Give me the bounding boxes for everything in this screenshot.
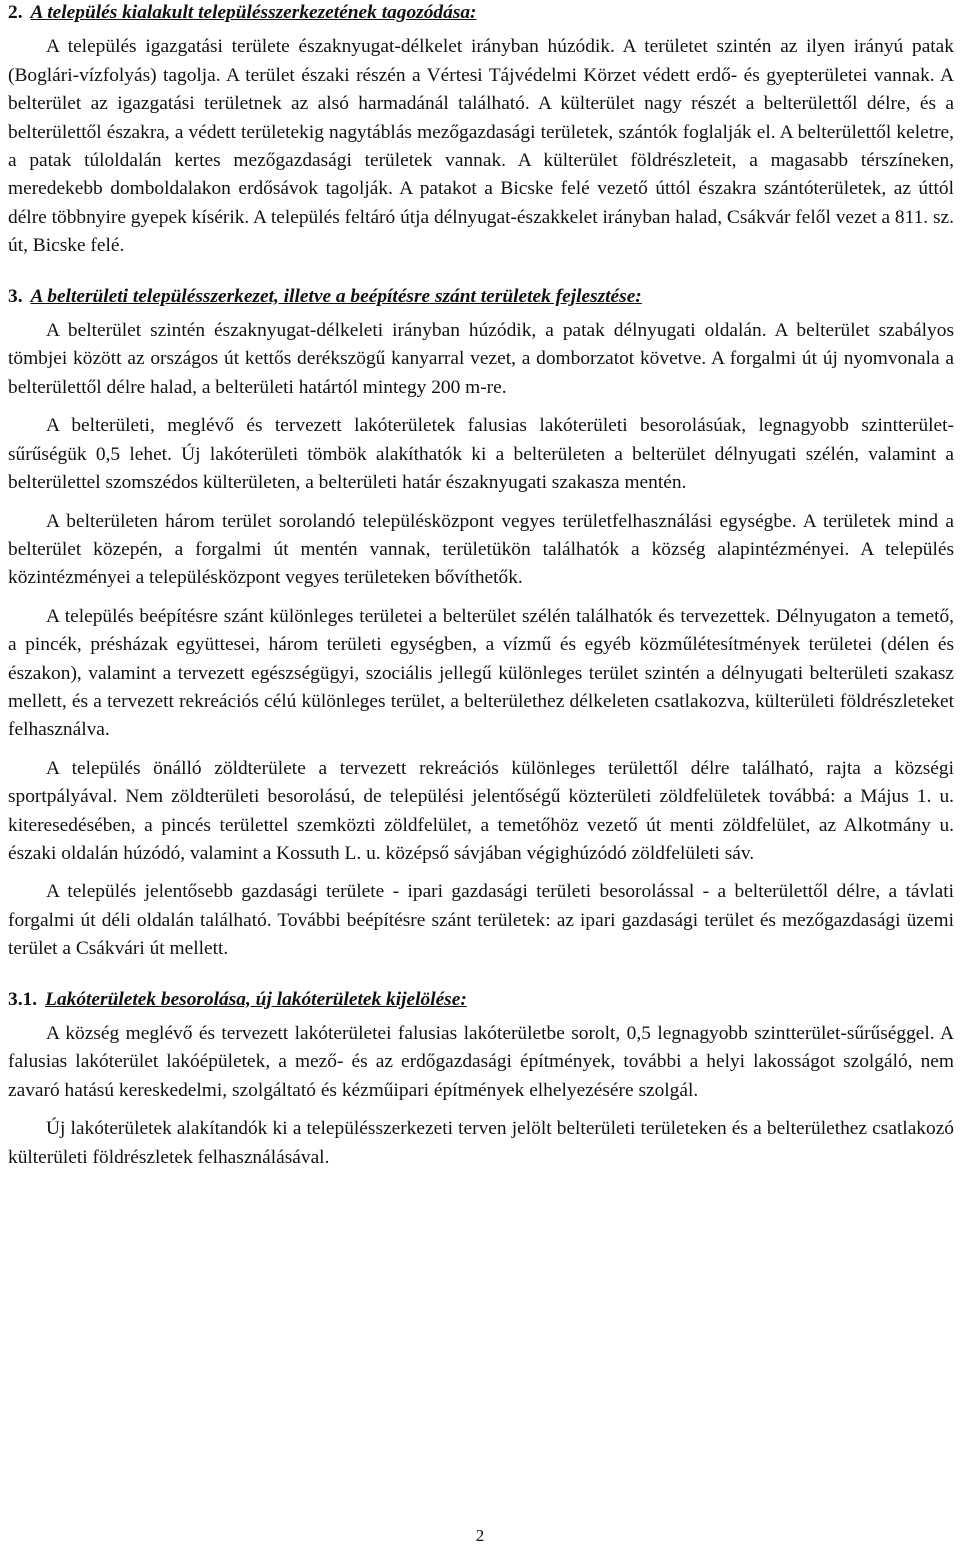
section-3-paragraph-1: A belterület szintén északnyugat-délkeleti irányban húzódik, a patak délnyugati oldalán. A belterület szabályos tömbjei között az országos út kettős derékszögű kanyarral vezet, a domborzatot követve. A forgalmi út új nyomvonala a belterülettől délre halad, a belterületi határtól mintegy 200 m-re. bbox=[8, 320, 954, 398]
section-2-paragraph-1: A település igazgatási területe északnyugat-délkelet irányban húzódik. A területet szintén az ilyen irányú patak (Boglári-vízfolyás) tagolja. A terület északi részén a Vértesi Tájvédelmi Körzet védett erdő- és gyepterületei vannak. A belterület az igazgatási területnek az alsó harmadánál található. A külterület nagy részét a belterülettől délre, és a belterülettől északra, a védett területekig nagytáblás mezőgazdasági területek, szántók foglalják el. A belterülettől keletre, a patak túloldalán kertes mezőgazdasági területek vannak. A külterület földrészleteit, a magasabb térszíneken, meredekebb domboldalakon erdősávok tagolják. A patakot a Bicske felé vezető úttól északra szántóterületek, az úttól délre többnyire gyepek kísérik. A település feltáró útja délnyugat-északkelet irányban halad, Csákvár felől vezet a 811. sz. út, Bicske felé. bbox=[8, 36, 954, 257]
section-3-paragraph-5: A település önálló zöldterülete a tervezett rekreációs különleges területtől délre található, rajta a községi sportpályával. Nem zöldterületi besorolású, de települési jelentőségű közterületi zöldfelületek továbbá: a Május 1. u. kiteresedésében, a pincés területtel szemközti zöldfelület, a temetőhöz vezető út menti zöldfelület, az Alkotmány u. északi oldalán húzódó, valamint a Kossuth L. u. középső sávjában végighúzódó zöldfelületi sáv. bbox=[8, 757, 954, 864]
section-2-title: A település kialakult településszerkezetének tagozódása: bbox=[30, 2, 477, 23]
section-3-paragraph-3: A belterületen három terület sorolandó településközpont vegyes területfelhasználási egységbe. A területek mind a belterület közepén, a forgalmi út mentén vannak, területükön találhatók a község alapintézményei. A település közintézményei a településközpont vegyes területeken bővíthetők. bbox=[8, 510, 954, 589]
section-2-heading bbox=[8, 0, 954, 27]
section-3-1-number: 3.1. bbox=[8, 988, 38, 1010]
page-content bbox=[8, 0, 954, 1182]
section-3-1-title: Lakóterületek besorolása, új lakóterületek kijelölése: bbox=[45, 988, 467, 1010]
section-3-number: 3. bbox=[8, 285, 23, 307]
page-number: 2 bbox=[475, 1526, 485, 1545]
section-3-1-paragraph-2: Új lakóterületek alakítandók ki a településszerkezeti terven jelölt belterületi területeken és a belterülethez csatlakozó külterületi földrészletek felhasználásával. bbox=[8, 1118, 954, 1168]
section-3-title: A belterületi településszerkezet, illetve a beépítésre szánt területek fejlesztése: bbox=[30, 285, 642, 307]
section-3-paragraph-4: A település beépítésre szánt különleges területei a belterület szélén találhatók és tervezettek. Délnyugaton a temető, a pincék, présházak együttesei, három területi egységben, a vízmű és egyéb közműlétesítmények területei (délen és északon), valamint a tervezett egészségügyi, szociális jellegű különleges terület szintén a délnyugati belterületi szakasz mellett, és a tervezett rekreációs célú különleges terület, a belterülethez délkeleten csatlakozva, külterületi földrészleteket felhasználva. bbox=[8, 605, 954, 741]
section-3-paragraph-6: A település jelentősebb gazdasági területe - ipari gazdasági területi besorolással - a belterülettől délre, a távlati forgalmi út déli oldalán található. További beépítésre szánt területek: az ipari gazdasági terület és mezőgazdasági üzemi terület a Csákvári út mellett. bbox=[8, 881, 954, 960]
section-3-1-heading bbox=[8, 986, 954, 1014]
section-2-number: 2. bbox=[8, 2, 23, 23]
section-3-1-paragraph-1: A község meglévő és tervezett lakóterületei falusias lakóterületbe sorolt, 0,5 legnagyobb szintterület-sűrűséggel. A falusias lakóterület lakóépületek, a mező- és az erdőgazdasági építmények, további a helyi lakosságot szolgáló, nem zavaró hatású kereskedelmi, szolgáltató és kézműipari építmények elhelyezésére szolgál. bbox=[8, 1023, 954, 1101]
section-3-heading bbox=[8, 283, 954, 311]
section-3-paragraph-2: A belterületi, meglévő és tervezett lakóterületek falusias lakóterületi besorolásúak, legnagyobb szintterület-sűrűségük 0,5 lehet. Új lakóterületi tömbök alakíthatók ki a belterületen a belterület délnyugati szélén, valamint a belterülettel szomszédos külterületen, a belterületi határ északnyugati szakasza mentén. bbox=[8, 415, 954, 494]
